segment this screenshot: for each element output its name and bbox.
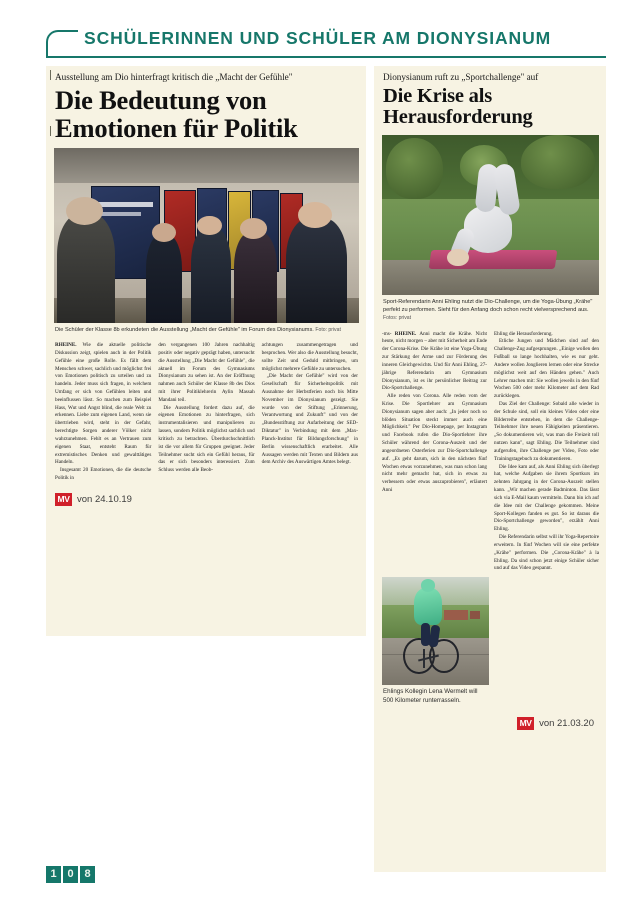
article-right-kicker: Dionysianum ruft zu „Sportchallenge" auf (383, 72, 539, 82)
body-text: Etliche Jungen und Mädchen sind auf den Challenge-Zug aufgesprungen. „Einige wollen den Fußball so lange hochhalten, wie es nur geht. Andere wollen Jonglieren lernen oder eine Strecke möglichst weit auf den Händen gehen." Auch Lehrer machen mit: Sie wollen jeweils in den fünf Wochen 500 oder mehr Kilometer auf dem Rad zurücklegen. (494, 338, 599, 400)
body-text: „Die Macht der Gefühle" wird von der Gesellschaft für Sicherheitspolitik mit Ausnahme der Herbstferien noch bis Mitte November im Dionysianum gezeigt. Sie wurde von der Stiftung „Erinnerung, Verantwortung und Zukunft" und von der „Bundesstiftung zur Aufarbeitung der SED-Diktatur" in Verbindung mit dem „Max-Planck-Institut für Bildungsforschung" in Berlin wissenschaftlich erarbeitet. Alle Aussagen werden mit Texten und Bildern aus dem Archiv des Auswärtigen Amtes belegt. (261, 373, 358, 466)
article-right-body-top (374, 327, 606, 578)
publication-date: von 21.03.20 (539, 717, 594, 729)
bike-photo-caption: Ehlings Kollegin Lena Wermelt will 500 Kilometer runterrasseln. (383, 688, 478, 704)
article-left (46, 66, 366, 636)
body-text: achtungen zusammengetragen und besprochen. Wer also die Ausstellung besucht, sollte Zeit und Geduld mitbringen, um möglichst mehrere Gefühle zu untersuchen. (261, 342, 358, 372)
caption-text: Sport-Referendarin Anni Ehling nutzt die Dio-Challenge, um die Yoga-Übung „Krähe" perfekt zu performen. Sieht für den Anfang doch schon recht vielversprechend aus. (383, 298, 593, 314)
article-left-kicker: Ausstellung am Dio hinterfragt kritisch die „Macht der Gefühle" (55, 72, 293, 82)
body-text: Alle reden von Corona. Alle reden vom der Krise. Die Sportlehrer am Gymnasium Dionysianum sagen aber auch: „In jeder noch so blöden Situation steckt immer auch eine Möglichkeit." Per Dio-Homepage, per Instagram und Facebook rufen die Dio-Sportlehrer ihre Schüler während der Corona-Auszeit und der angeordneten Osterferien zur Dio-Sportchallenge auf. „Es geht darum, sich in den nächsten fünf Wochen etwas vorzunehmen, was man schon lang nicht mehr gemacht hat, sich in etwas zu verbessern oder etwas auszuprobieren", erläutert Anni (382, 393, 487, 494)
page-number (46, 866, 95, 883)
photo-credit: Fotos: privat (383, 315, 412, 322)
yoga-photo (382, 135, 599, 295)
publication-date: von 24.10.19 (77, 493, 132, 505)
body-column-3 (262, 342, 358, 467)
header-corner-stub-icon (70, 30, 78, 32)
article-left-body (46, 338, 366, 489)
bike-photo-block (382, 577, 489, 709)
article-right-photo-caption (374, 295, 606, 327)
body-text: Wie die aktuelle politische Diskussion zeigt, spielen auch in der Politik Gefühle eine große Rolle. Es fällt dem Menschen schwer, sachlich und möglichst frei von Emotionen politisch zu urteilen und zu handeln. Jeder muss sich fragen, in welchem Umfang er sich von Gefühlen leiten und beeinflussen lässt. So machen zum Beispiel Hass, Wut und Angst blind, die reale Welt zu erkennen. Liebe zum eigenen Land, wenn sie übertrieben wird, steht in der Gefahr, berechtigte Sorgen anderer Völker nicht wahrzunehmen. Fehlt es an Vertrauen zum eigenen Staat, entsteht Raum für extremistisches Denken und gewalttätiges Handeln. (55, 342, 152, 466)
article-right-headline: Die Krise als Herausforderung (383, 84, 533, 129)
caption-text: Die Schüler der Klasse 8b erkundeten die Ausstellung „Macht der Gefühle" im Forum des Dionysianums. (55, 326, 314, 333)
body-text: Die Ausstellung fordert dazu auf, die eigenen Emotionen zu hinterfragen, sich instrumentalisieren und manipulieren zu lassen, sondern Politik möglichst sachlich und kritisch zu betrachten. Überdurchschnittlich ist die vor allem für Gruppen geeignet. Jeder Teilnehmer sucht sich ein Gefühl heraus, für das er sich besonders interessiert. Zum Schluss werden alle Beob- (158, 404, 255, 474)
registration-tick (50, 70, 51, 80)
photo-credit: Foto: privat (315, 326, 341, 333)
bike-photo (382, 577, 489, 685)
article-left-headline: Die Bedeutung von Emotionen für Politik (55, 84, 298, 143)
body-text: Insgesamt 20 Emotionen, die die deutsche Politik in (55, 467, 152, 482)
article-left-source-line (46, 489, 366, 506)
exhibition-photo (54, 148, 359, 323)
header-corner-bracket-icon (46, 30, 74, 58)
header-divider (46, 56, 606, 58)
dateline: RHEINE. (55, 342, 77, 349)
body-text: den vergangenen 100 Jahren nachhaltig positiv oder negativ geprägt haben, untersucht die Ausstellung „Die Macht der Gefühle", die aktuell im Forum des Gymnasiums Dionysianum zu sehen ist. An der Eröffnung nahmen auch Schüler der Klasse 8b des Dios mit ihrer Politiklehrerin Aylin Massah Mandani teil. (158, 342, 255, 403)
body-text: Anni macht die Krähe. Nicht heute, nicht morgen – aber mit Sicherheit am Ende der Corona-Krise. Die Krähe ist eine Yoga-Übung zur Stärkung der Arme und zur Förderung des inneren Gleichgewichts. Und für Anni Ehling, 27-jährige Referendarin am Gymnasium Dionysianum, ist es ihr persönlicher Beitrag zur Dio-Sportchallenge. (382, 330, 487, 392)
mv-logo-icon: MV (517, 717, 534, 730)
body-text: Die Idee kam auf, als Anni Ehling sich überlegt hat, welche Aufgaben sie ihrem Sportkurs im zehnten Jahrgang in der Corona-Auszeit stellen kann. „Wir machen gerade Badminton. Das lässt sich via E-Mail kaum vermitteln. Dann bin ich auf die Idee mit der Challenge gekommen. Meine Sport-Kollegen fanden es gut. So ist daraus die Dio-Sportchallenge geworden", erzählt Anni Ehling. (494, 463, 599, 533)
page-number-digit: 8 (80, 866, 95, 883)
article-right-body-bottom (374, 577, 606, 713)
body-text: Ehling die Herausforderung. (494, 330, 553, 337)
article-right (374, 66, 606, 872)
body-text: Die Referendarin selbst will ihr Yoga-Repertoire erweitern. In fünf Wochen will sie eine perfekte „Krähe" performen. Die „Corona-Krähe" à la Ehling. Da sind schon jetzt einige Schüler sicher und auf das Video gespannt. (494, 534, 599, 572)
page-number-digit: 0 (63, 866, 78, 883)
page-title: SCHÜLERINNEN UND SCHÜLER AM DIONYSIANUM (84, 28, 552, 48)
mv-logo-icon: MV (55, 493, 72, 506)
page-section-header (46, 28, 606, 62)
body-column-2 (494, 331, 599, 574)
registration-tick (50, 126, 51, 136)
body-column-1 (55, 342, 151, 483)
body-column-2 (158, 342, 254, 475)
page-number-digit: 1 (46, 866, 61, 883)
article-left-photo-caption (46, 323, 366, 338)
byline: -ms- (382, 330, 392, 337)
body-text: Das Ziel der Challenge: Sobald alle wieder in der Schule sind, soll ein kleines Video oder eine Bilderreihe entstehen, in dem die Challenge-Teilnehmer ihre neuen Fähigkeiten präsentieren. „So dokumentieren wir, was man die Freizeit toll nutzen kann", sagt Ehling. Die Teilnehmer sind aufgerufen, ihre Challenge per Video, Foto oder Trainingstagebuch zu dokumentieren. (494, 400, 599, 462)
article-right-source-line (374, 713, 606, 730)
dateline: RHEINE. (394, 330, 417, 337)
body-column-1 (382, 331, 487, 495)
